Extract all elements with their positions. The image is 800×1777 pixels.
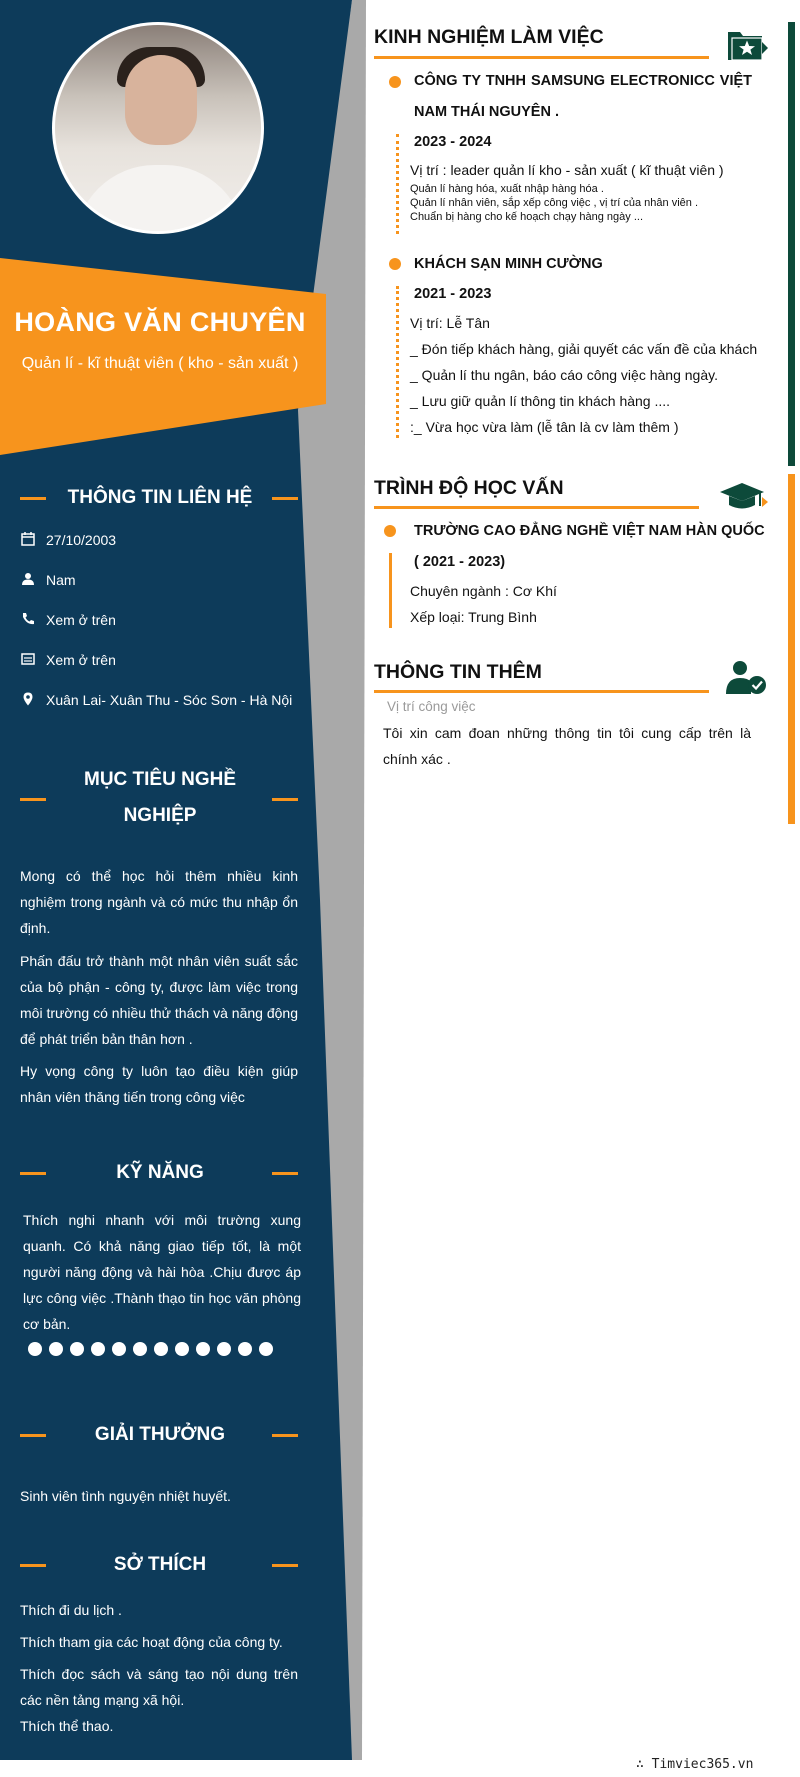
skill-rating-dot (217, 1342, 231, 1356)
job-detail: Chuẩn bị hàng cho kế hoạch chạy hàng ngày ... (410, 211, 644, 223)
objective-paragraph: Phấn đấu trở thành một nhân viên suất sắc của bộ phận - công ty, được làm việc trong môi trường có nhiều thử thách và năng động để phát triển bản thân hơn . (20, 953, 298, 1047)
extra-info-heading: THÔNG TIN THÊM (374, 661, 542, 683)
objective-paragraph: Mong có thể học hỏi thêm nhiều kinh nghiệm trong ngành và có mức thu nhập ổn định. (20, 868, 298, 936)
heading-dash (272, 1564, 298, 1567)
calendar-icon (20, 532, 36, 548)
education-timeline-bar (389, 553, 392, 628)
education-period: ( 2021 - 2023) (414, 554, 506, 570)
heading-dash (272, 1434, 298, 1437)
folder-star-icon (726, 28, 768, 67)
education-heading: TRÌNH ĐỘ HỌC VẤN (374, 477, 564, 499)
job-detail: _ Quản lí thu ngân, báo cáo công việc hàng ngày. (410, 367, 718, 383)
heading-dash (20, 798, 46, 801)
experience-side-bar (788, 22, 795, 466)
experience-underline (374, 56, 709, 59)
skill-rating-dot (91, 1342, 105, 1356)
skill-rating-dot (70, 1342, 84, 1356)
skill-rating-dot (154, 1342, 168, 1356)
job-detail: _ Đón tiếp khách hàng, giải quyết các vấn đề của khách (410, 341, 758, 357)
skill-rating-dot (196, 1342, 210, 1356)
extra-info-underline (374, 690, 709, 693)
heading-dash (272, 497, 298, 500)
skill-rating-dot (259, 1342, 273, 1356)
heading-dash (272, 798, 298, 801)
contact-address-text: Xuân Lai- Xuân Thu - Sóc Sơn - Hà Nội (46, 692, 293, 708)
contact-heading: THÔNG TIN LIÊN HỆ (67, 487, 253, 508)
education-school: TRƯỜNG CAO ĐẲNG NGHỀ VIỆT NAM HÀN QUỐC (414, 523, 765, 539)
timeline-dotted-line (396, 134, 399, 234)
skill-rating-dot (175, 1342, 189, 1356)
job-period: 2023 - 2024 (414, 134, 492, 150)
hobby-item: Thích tham gia các hoạt động của công ty. (20, 1634, 283, 1650)
hobby-item: Thích thể thao. (20, 1718, 114, 1734)
contact-gender-text: Nam (46, 572, 76, 588)
education-underline (374, 506, 699, 509)
objective-heading (60, 762, 260, 834)
heading-dash (20, 1172, 46, 1175)
timeline-bullet (384, 525, 396, 537)
candidate-title: Quản lí - kĩ thuật viên ( kho - sản xuất ) (21, 355, 299, 372)
skills-text: Thích nghi nhanh với môi trường xung quanh. Có khả năng giao tiếp tốt, là một người năng động và hài hòa .Chịu được áp lực công việc .Thành thạo tin học văn phòng cơ bản. (23, 1212, 301, 1332)
job-detail: Quản lí nhân viên, sắp xếp công việc , vị trí của nhân viên . (410, 197, 699, 209)
profile-photo (55, 25, 261, 231)
map-pin-icon (20, 692, 36, 708)
job-company: CÔNG TY TNHH SAMSUNG ELECTRONICC VIỆT NAM THÁI NGUYÊN . (414, 73, 752, 120)
user-icon (20, 572, 36, 588)
timeline-dotted-line (396, 286, 399, 438)
skill-rating-dot (49, 1342, 63, 1356)
skills-heading: KỸ NĂNG (116, 1162, 204, 1183)
job-period: 2021 - 2023 (414, 286, 492, 302)
user-check-icon (726, 660, 768, 701)
hobby-item: Thích đi du lịch . (20, 1602, 122, 1618)
education-major: Chuyên ngành : Cơ Khí (410, 583, 557, 599)
awards-text: Sinh viên tình nguyện nhiệt huyết. (20, 1488, 231, 1504)
extra-info-subtitle: Vị trí công việc (387, 699, 476, 714)
contact-phone-text: Xem ở trên (46, 612, 116, 628)
heading-dash (20, 497, 46, 500)
phone-icon (20, 612, 36, 628)
hobbies-heading: SỞ THÍCH (113, 1554, 207, 1575)
experience-heading: KINH NGHIỆM LÀM VIỆC (374, 26, 604, 48)
timeline-bullet (389, 76, 401, 88)
avatar (52, 22, 264, 234)
email-icon (20, 652, 36, 668)
skill-rating-dots (28, 1342, 273, 1356)
job-position: Vị trí: Lễ Tân (410, 315, 490, 331)
education-grade: Xếp loại: Trung Bình (410, 609, 537, 625)
timeline-bullet (389, 258, 401, 270)
graduation-cap-icon (720, 480, 768, 519)
watermark: ∴ Timviec365.vn (636, 1757, 754, 1772)
contact-email-text: Xem ở trên (46, 652, 116, 668)
candidate-name: HOÀNG VĂN CHUYÊN (14, 307, 306, 337)
skill-rating-dot (112, 1342, 126, 1356)
heading-dash (20, 1434, 46, 1437)
job-detail: _ Lưu giữ quản lí thông tin khách hàng .... (410, 393, 671, 409)
awards-heading: GIẢI THƯỞNG (94, 1424, 226, 1445)
skill-rating-dot (28, 1342, 42, 1356)
objective-heading-line2: NGHIỆP (123, 805, 197, 826)
heading-dash (272, 1172, 298, 1175)
job-company: KHÁCH SẠN MINH CƯỜNG (414, 256, 603, 272)
education-side-bar (788, 474, 795, 824)
job-detail: :_ Vừa học vừa làm (lễ tân là cv làm thêm ) (410, 419, 679, 435)
skill-rating-dot (238, 1342, 252, 1356)
extra-info-text: Tôi xin cam đoan những thông tin tôi cung cấp trên là chính xác . (383, 725, 751, 767)
contact-dob-text: 27/10/2003 (46, 532, 117, 548)
hobby-item: Thích đọc sách và sáng tạo nội dung trên các nền tảng mạng xã hội. (20, 1666, 298, 1708)
job-detail: Quản lí hàng hóa, xuất nhập hàng hóa . (410, 183, 604, 195)
objective-heading-line1: MỤC TIÊU NGHỀ (84, 769, 236, 790)
job-position: Vị trí : leader quản lí kho - sản xuất ( kĩ thuật viên ) (410, 162, 724, 178)
objective-paragraph: Hy vọng công ty luôn tạo điều kiện giúp nhân viên thăng tiến trong công việc (20, 1063, 298, 1105)
skill-rating-dot (133, 1342, 147, 1356)
heading-dash (20, 1564, 46, 1567)
